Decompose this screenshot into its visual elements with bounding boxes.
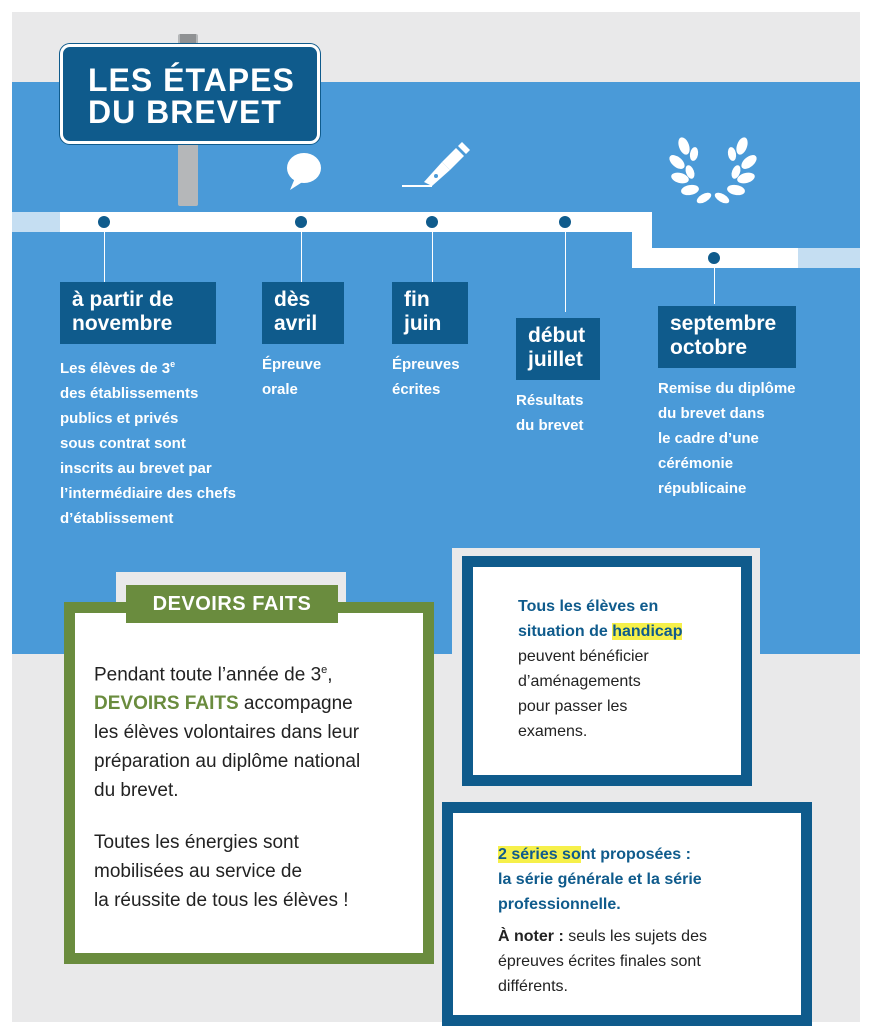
timeline-connector — [432, 232, 433, 282]
series-highlight: 2 séries so — [498, 846, 581, 863]
desc-line: écrites — [392, 381, 441, 398]
series-note — [498, 924, 707, 999]
text-line: DEVOIRS FAITS accompagne — [94, 693, 353, 715]
handicap-heading — [518, 594, 682, 644]
text-line: Tous les élèves en — [518, 598, 659, 615]
text-line: pour passer les — [518, 698, 628, 715]
text-line: Toutes les énergies sont — [94, 832, 299, 853]
timeline-dot — [426, 216, 438, 228]
text-line: d’aménagements — [518, 673, 641, 690]
desc-line: républicaine — [658, 480, 747, 497]
text-line: Pendant toute l’année de 3e, — [94, 664, 333, 686]
desc-line: d’établissement — [60, 510, 174, 527]
text-line: du brevet. — [94, 780, 179, 802]
text-line: peuvent bénéficier — [518, 648, 649, 665]
desc-line: Épreuve — [262, 356, 322, 373]
desc-line: du brevet dans — [658, 405, 765, 422]
desc-line: Résultats — [516, 392, 584, 409]
timeline-dot — [708, 252, 720, 264]
timeline-bar — [60, 212, 632, 232]
step-date-line: juin — [404, 312, 442, 335]
desc-line: orale — [262, 381, 298, 398]
step-date-line: fin — [404, 288, 430, 311]
desc-line: l’intermédiaire des chefs — [60, 485, 236, 502]
step-date-line: avril — [274, 312, 318, 335]
step-date-line: à partir de — [72, 288, 174, 311]
step-date-line: novembre — [72, 312, 173, 335]
pen-icon — [398, 140, 474, 190]
step-date-june — [392, 282, 468, 344]
page-title-line2: DU BREVET — [88, 94, 282, 130]
series-heading — [498, 842, 702, 917]
step-date-line: octobre — [670, 336, 748, 359]
desc-line: Épreuves — [392, 356, 460, 373]
text-line: examens. — [518, 723, 588, 740]
text-line: mobilisées au service de — [94, 861, 303, 882]
timeline-bar-fade — [798, 248, 860, 268]
step-description-july — [516, 388, 584, 438]
step-date-line: début — [528, 324, 586, 347]
text-line: la série générale et la série — [498, 871, 702, 888]
text-line: situation de handicap — [518, 623, 683, 640]
step-description-june — [392, 352, 460, 402]
step-description-april — [262, 352, 321, 402]
text-line: différents. — [498, 978, 568, 995]
timeline-dot — [98, 216, 110, 228]
timeline-connector — [301, 232, 302, 282]
devoirs-faits-highlight: DEVOIRS FAITS — [94, 693, 239, 715]
devoirs-faits-paragraph-1 — [94, 656, 360, 805]
desc-line: inscrits au brevet par — [60, 460, 212, 477]
step-date-line: dès — [274, 288, 311, 311]
text-line: 2 séries sont proposées : — [498, 846, 691, 863]
devoirs-faits-paragraph-2 — [94, 828, 349, 915]
desc-line: le cadre d’une — [658, 430, 759, 447]
text-line: professionnelle. — [498, 896, 621, 913]
handicap-highlight: handicap — [612, 623, 683, 640]
timeline-connector — [104, 232, 105, 282]
timeline-bar-start — [12, 212, 60, 232]
sign-post-cap — [180, 34, 196, 44]
desc-line: Les élèves de 3e — [60, 359, 176, 377]
text-line: épreuves écrites finales sont — [498, 953, 701, 970]
step-date-november — [60, 282, 216, 344]
desc-line: cérémonie — [658, 455, 734, 472]
desc-line: du brevet — [516, 417, 584, 434]
step-date-april — [262, 282, 344, 344]
timeline-dot — [295, 216, 307, 228]
timeline-connector — [714, 268, 715, 304]
step-date-september — [658, 306, 796, 368]
text-line: la réussite de tous les élèves ! — [94, 890, 349, 911]
step-description-september — [658, 376, 796, 501]
desc-line: sous contrat sont — [60, 435, 186, 452]
text-line: préparation au diplôme national — [94, 751, 361, 773]
timeline-connector — [565, 232, 566, 312]
step-date-line: juillet — [528, 348, 583, 371]
step-description-november — [60, 352, 236, 531]
handicap-text — [518, 644, 649, 744]
text-line: les élèves volontaires dans leur — [94, 722, 360, 744]
desc-line: publics et privés — [60, 410, 179, 427]
step-date-line: septembre — [670, 312, 777, 335]
page-title-line1: LES ÉTAPES — [88, 62, 295, 98]
devoirs-faits-title: DEVOIRS FAITS — [126, 585, 338, 623]
step-date-july — [516, 318, 600, 380]
text-line: À noter : seuls les sujets des — [498, 928, 707, 945]
laurel-wreath-icon — [664, 132, 762, 208]
desc-line: des établissements — [60, 385, 199, 402]
speech-bubble-icon — [282, 150, 326, 194]
timeline-dot — [559, 216, 571, 228]
desc-line: Remise du diplôme — [658, 380, 796, 397]
